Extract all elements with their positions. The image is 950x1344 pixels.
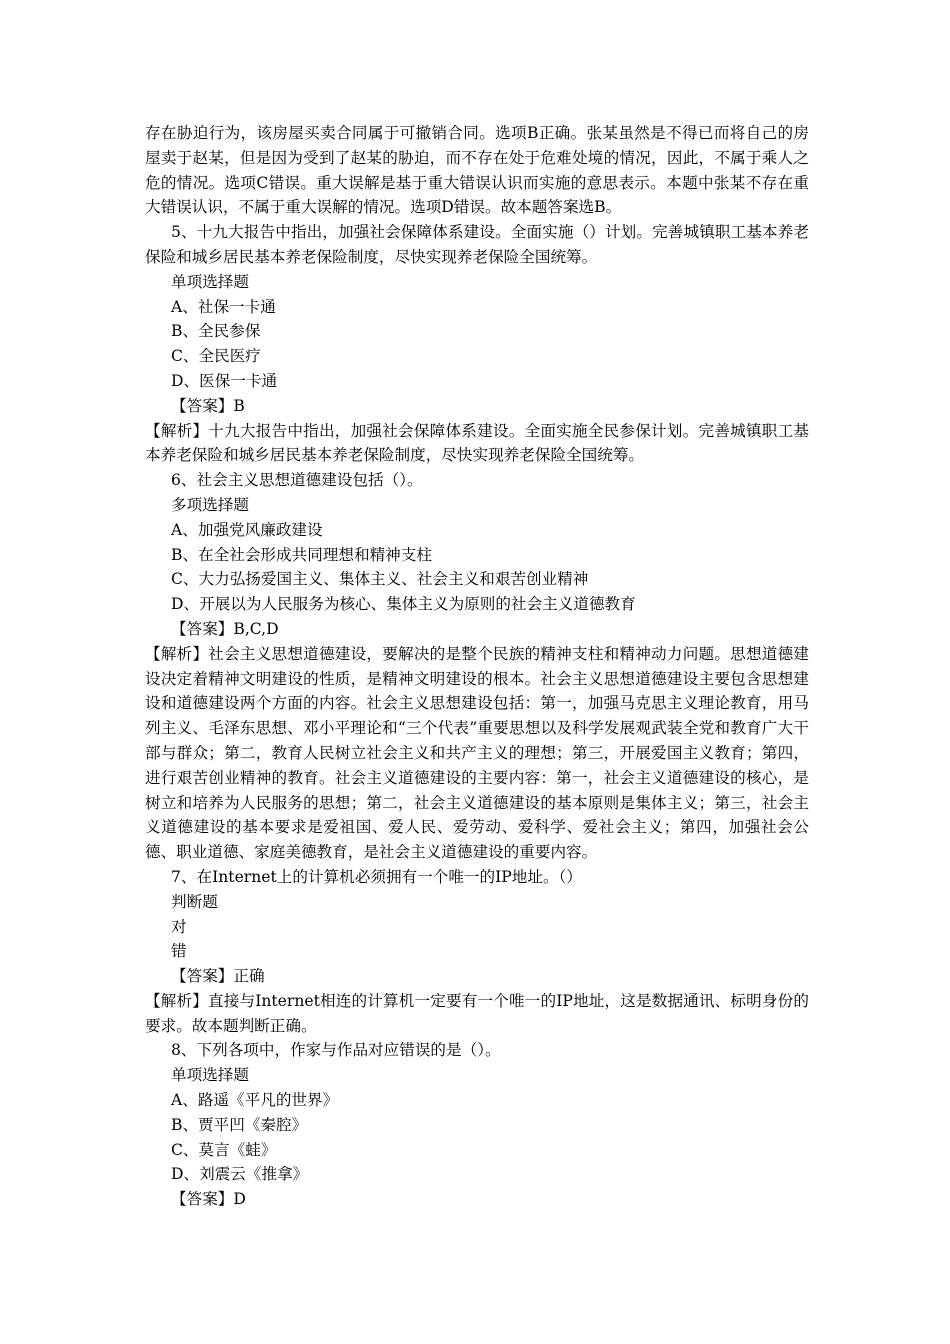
q6-option-b: B、在全社会形成共同理想和精神支柱 [171, 545, 432, 564]
q8-option-d: D、刘震云《推拿》 [171, 1165, 309, 1184]
q7-analysis: 【解析】直接与Internet相连的计算机一定要有一个唯一的IP地址，这是数据通讯、标明身份的要求。故本题判断正确。 [145, 991, 809, 1035]
q8-option-b: B、贾平凹《秦腔》 [171, 1115, 308, 1134]
q4-analysis-continuation: 存在胁迫行为，该房屋买卖合同属于可撤销合同。选项B正确。张某虽然是不得已而将自己的房屋卖于赵某，但是因为受到了赵某的胁迫，而不存在处于危难处境的情况，因此，不属于乘人之危的情况。选项C错误。重大误解是基于重大错误认识而实施的意思表示。本题中张某不存在重大错误认识，不属于重大误解的情况。选项D错误。故本题答案选B。 [145, 124, 809, 217]
q5-type: 单项选择题 [171, 272, 249, 291]
q6-option-d: D、开展以为人民服务为核心、集体主义为原则的社会主义道德教育 [171, 595, 636, 614]
q5-option-a: A、社保一卡通 [171, 297, 276, 316]
q6-analysis: 【解析】社会主义思想道德建设，要解决的是整个民族的精神支柱和精神动力问题。思想道德建设决定着精神文明建设的性质，是精神文明建设的根本。社会主义思想道德建设主要包含思想建设和道德建设两个方面的内容。社会主义思想建设包括：第一，加强马克思主义理论教育，用马列主义、毛泽东思想、邓小平理论和“三个代表”重要思想以及科学发展观武装全党和教育广大干部与群众；第二，教育人民树立社会主义和共产主义的理想；第三，开展爱国主义教育；第四，进行艰苦创业精神的教育。社会主义道德建设的主要内容：第一，社会主义道德建设的核心，是树立和培养为人民服务的思想；第二，社会主义道德建设的基本原则是集体主义；第三，社会主义道德建设的基本要求是爱祖国、爱人民、爱劳动、爱科学、爱社会主义；第四，加强社会公德、职业道德、家庭美德教育，是社会主义道德建设的重要内容。 [145, 644, 809, 862]
q7-stem: 7、在Internet上的计算机必须拥有一个唯一的IP地址。（） [171, 867, 582, 886]
q8-option-c: C、莫言《蛙》 [171, 1140, 277, 1159]
q5-option-d: D、医保一卡通 [171, 371, 278, 390]
q8-stem: 8、下列各项中，作家与作品对应错误的是（）。 [171, 1041, 501, 1060]
q6-stem: 6、社会主义思想道德建设包括（）。 [171, 471, 423, 490]
q8-answer: 【答案】D [171, 1190, 246, 1209]
q7-option-true: 对 [171, 917, 187, 936]
q5-option-c: C、全民医疗 [171, 347, 261, 366]
document-page [145, 121, 809, 1212]
q6-option-a: A、加强党风廉政建设 [171, 520, 323, 539]
q8-option-a: A、路遥《平凡的世界》 [171, 1091, 339, 1110]
q7-option-false: 错 [171, 942, 187, 961]
q5-option-b: B、全民参保 [171, 322, 261, 341]
q6-option-c: C、大力弘扬爱国主义、集体主义、社会主义和艰苦创业精神 [171, 570, 589, 589]
q8-type: 单项选择题 [171, 1066, 249, 1085]
q5-analysis: 【解析】十九大报告中指出，加强社会保障体系建设。全面实施全民参保计划。完善城镇职工基本养老保险和城乡居民基本养老保险制度，尽快实现养老保险全国统筹。 [145, 421, 809, 465]
q7-type: 判断题 [171, 892, 218, 911]
q7-answer: 【答案】正确 [171, 967, 265, 986]
q6-type: 多项选择题 [171, 495, 249, 514]
q6-answer: 【答案】B,C,D [171, 619, 279, 638]
q5-answer: 【答案】B [171, 396, 245, 415]
q5-stem: 5、十九大报告中指出，加强社会保障体系建设。全面实施（）计划。完善城镇职工基本养老保险和城乡居民基本养老保险制度，尽快实现养老保险全国统筹。 [145, 223, 809, 266]
